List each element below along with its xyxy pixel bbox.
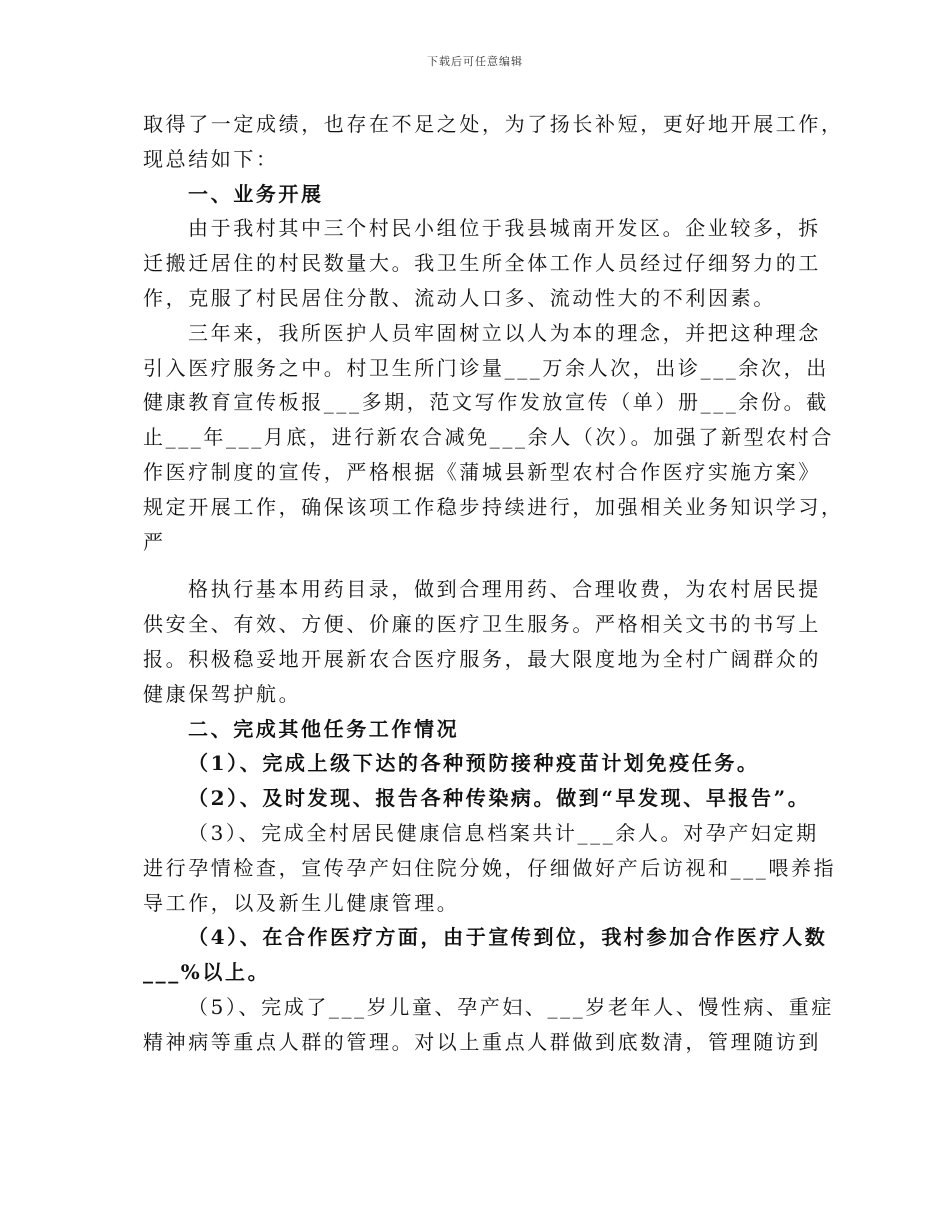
paragraph-line: 取得了一定成绩，也存在不足之处，为了扬长补短，更好地开展工作，	[143, 112, 844, 136]
paragraph-line: 现总结如下：	[143, 146, 279, 171]
section-heading: 二、完成其他任务工作情况	[188, 716, 460, 741]
paragraph-line: 导工作，以及新生儿健康管理。	[143, 890, 460, 915]
paragraph-line: 由于我村其中三个村民小组位于我县城南开发区。企业较多，拆	[188, 216, 821, 241]
paragraph-line: 止___年___月底，进行新农合减免___余人（次）。加强了新型农村合	[143, 425, 834, 450]
paragraph-line: 供安全、有效、方便、价廉的医疗卫生服务。严格相关文书的书写上	[143, 612, 821, 637]
paragraph-line: 健康保驾护航。	[143, 681, 302, 706]
paragraph-line: 进行孕情检查，宣传孕产妇住院分娩，仔细做好产后访视和___喂养指	[143, 855, 837, 880]
paragraph-line: 规定开展工作，确保该项工作稳步持续进行，加强相关业务知识学习，	[143, 494, 844, 519]
paragraph-line: ___%以上。	[143, 960, 271, 985]
document-body	[143, 107, 844, 1060]
paragraph-line: 报。积极稳妥地开展新农合医疗服务，最大限度地为全村广阔群众的	[143, 646, 821, 671]
page-header: 下载后可任意编辑	[427, 55, 523, 68]
section-heading: 一、业务开展	[188, 181, 324, 206]
paragraph-line: 作，克服了村民居住分散、流动人口多、流动性大的不利因素。	[143, 285, 776, 310]
task-item: （4）、在合作医疗方面，由于宣传到位，我村参加合作医疗人数	[188, 925, 828, 950]
paragraph-line: 引入医疗服务之中。村卫生所门诊量___万余人次，出诊___余次，出	[143, 355, 829, 380]
task-item: （2）、及时发现、报告各种传染病。做到“早发现、早报告”。	[188, 786, 811, 811]
paragraph-line: 作医疗制度的宣传，严格根据《蒲城县新型农村合作医疗实施方案》	[143, 459, 821, 484]
task-item: （1）、完成上级下达的各种预防接种疫苗计划免疫任务。	[188, 751, 760, 776]
paragraph-line: 健康教育宣传板报___多期，范文写作发放宣传（单）册___余份。截	[143, 390, 829, 415]
paragraph-line: 迁搬迁居住的村民数量大。我卫生所全体工作人员经过仔细努力的工	[143, 251, 821, 276]
paragraph-line: 格执行基本用药目录，做到合理用药、合理收费，为农村居民提	[188, 577, 821, 602]
paragraph-line: 三年来，我所医护人员牢固树立以人为本的理念，并把这种理念	[188, 320, 821, 345]
paragraph-line: 精神病等重点人群的管理。对以上重点人群做到底数清，管理随访到	[143, 1029, 821, 1054]
task-item: （5）、完成了___岁儿童、孕产妇、___岁老年人、慢性病、重症	[188, 994, 834, 1019]
paragraph-line: 严	[143, 529, 166, 554]
task-item: （3）、完成全村居民健康信息档案共计___余人。对孕产妇定期	[188, 820, 819, 845]
